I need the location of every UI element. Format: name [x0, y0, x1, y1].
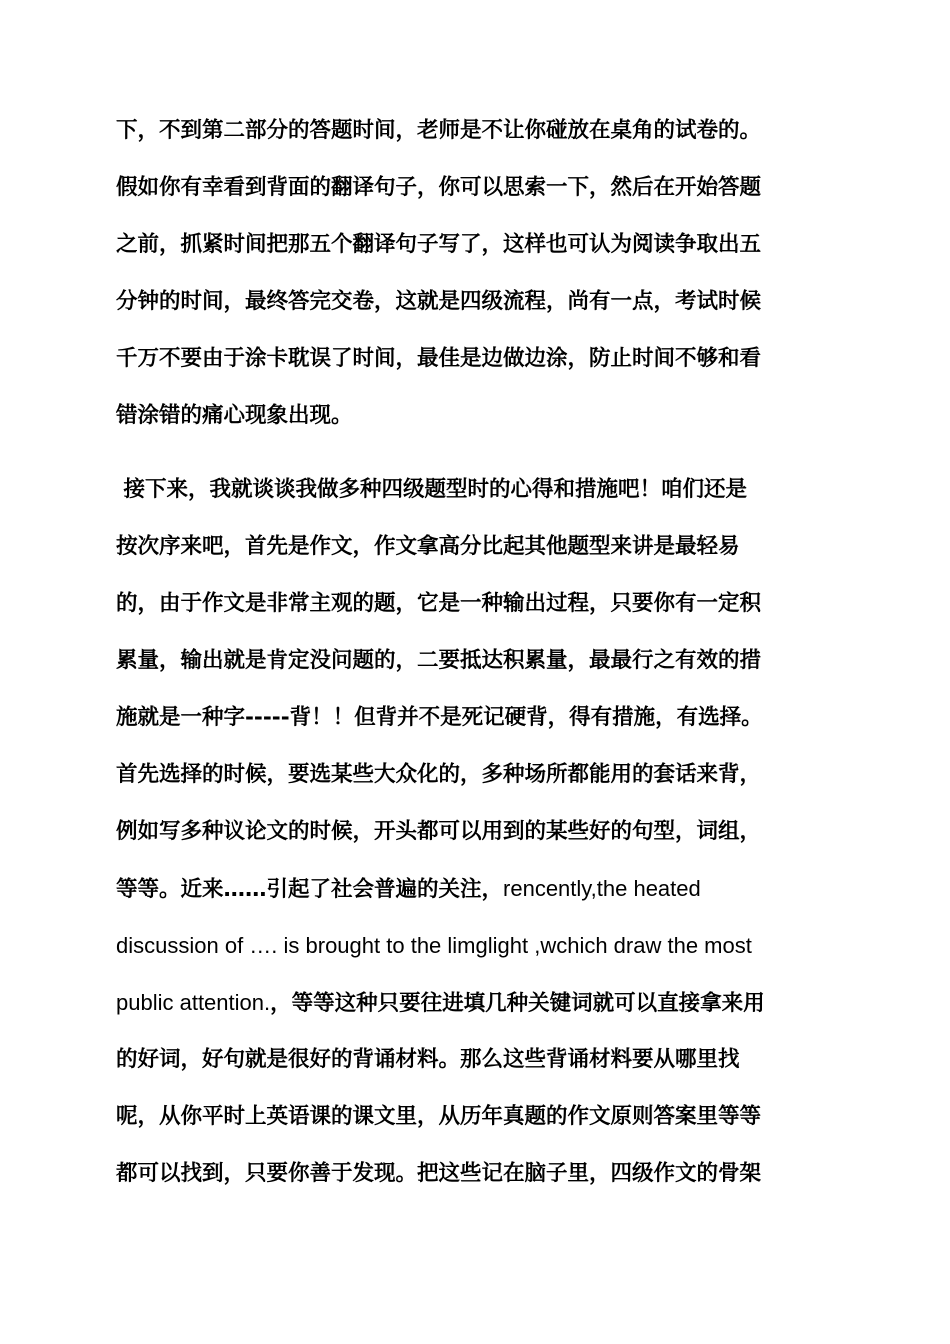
text-segment: 接下来，我就谈谈我做多种四级题型时的心得和措施吧！咱们还是 — [116, 477, 747, 502]
paragraph-2-line-8 — [116, 874, 846, 905]
paragraph-2-line-4 — [116, 646, 846, 676]
text-segment: 例如写多种议论文的时候，开头都可以用到的某些好的句型，词组， — [116, 819, 762, 844]
paragraph-1-line-2 — [116, 173, 846, 203]
paragraph-1-line-1 — [116, 116, 846, 146]
paragraph-2-line-10 — [116, 988, 846, 1019]
text-segment: 首先选择的时候，要选某些大众化的，多种场所都能用的套话来背， — [116, 762, 762, 787]
text-segment: 下，不到第二部分的答题时间，老师是不让你碰放在桌角的试卷的。 — [116, 118, 762, 143]
text-segment: 之前，抓紧时间把那五个翻译句子写了，这样也可认为阅读争取出五 — [116, 232, 762, 257]
text-segment: 分钟的时间，最终答完交卷，这就是四级流程，尚有一点，考试时候 — [116, 289, 762, 314]
text-segment: 等等。近来……引起了社会普遍的关注， — [116, 877, 504, 902]
paragraph-2-line-3 — [116, 589, 846, 619]
paragraph-1-line-3 — [116, 230, 846, 260]
text-segment: 呢，从你平时上英语课的课文里，从历年真题的作文原则答案里等等 — [116, 1104, 762, 1129]
paragraph-1-line-6 — [116, 401, 846, 431]
english-text-segment: rencently,the heated — [503, 876, 701, 901]
text-segment: 假如你有幸看到背面的翻译句子，你可以思索一下，然后在开始答题 — [116, 175, 762, 200]
text-segment: 都可以找到，只要你善于发现。把这些记在脑子里，四级作文的骨架 — [116, 1161, 762, 1186]
paragraph-1-line-4 — [116, 287, 846, 317]
english-text-segment: discussion of …. is brought to the limglight ,wchich draw the most — [116, 933, 752, 958]
text-segment: 累量，输出就是肯定没问题的，二要抵达积累量，最最行之有效的措 — [116, 648, 762, 673]
text-segment: ，等等这种只要往进填几种关键词就可以直接拿来用 — [270, 991, 765, 1016]
text-segment: 的，由于作文是非常主观的题，它是一种输出过程，只要你有一定积 — [116, 591, 762, 616]
paragraph-2-line-1 — [116, 475, 846, 505]
paragraph-2-line-7 — [116, 817, 846, 847]
text-segment: 错涂错的痛心现象出现。 — [116, 403, 353, 428]
paragraph-1-line-5 — [116, 344, 846, 374]
english-text-segment: public attention. — [116, 990, 271, 1015]
paragraph-2-line-6 — [116, 760, 846, 790]
paragraph-2-line-5 — [116, 703, 846, 733]
paragraph-2-line-13 — [116, 1159, 846, 1189]
paragraph-2-line-11 — [116, 1045, 846, 1075]
text-segment: 施就是一种字-----背！！但背并不是死记硬背，得有措施，有选择。 — [116, 705, 763, 730]
paragraph-2-line-9 — [116, 931, 846, 962]
text-segment: 按次序来吧，首先是作文，作文拿高分比起其他题型来讲是最轻易 — [116, 534, 740, 559]
paragraph-2-line-12 — [116, 1102, 846, 1132]
text-segment: 的好词，好句就是很好的背诵材料。那么这些背诵材料要从哪里找 — [116, 1047, 740, 1072]
text-segment: 千万不要由于涂卡耽误了时间，最佳是边做边涂，防止时间不够和看 — [116, 346, 762, 371]
paragraph-2-line-2 — [116, 532, 846, 562]
